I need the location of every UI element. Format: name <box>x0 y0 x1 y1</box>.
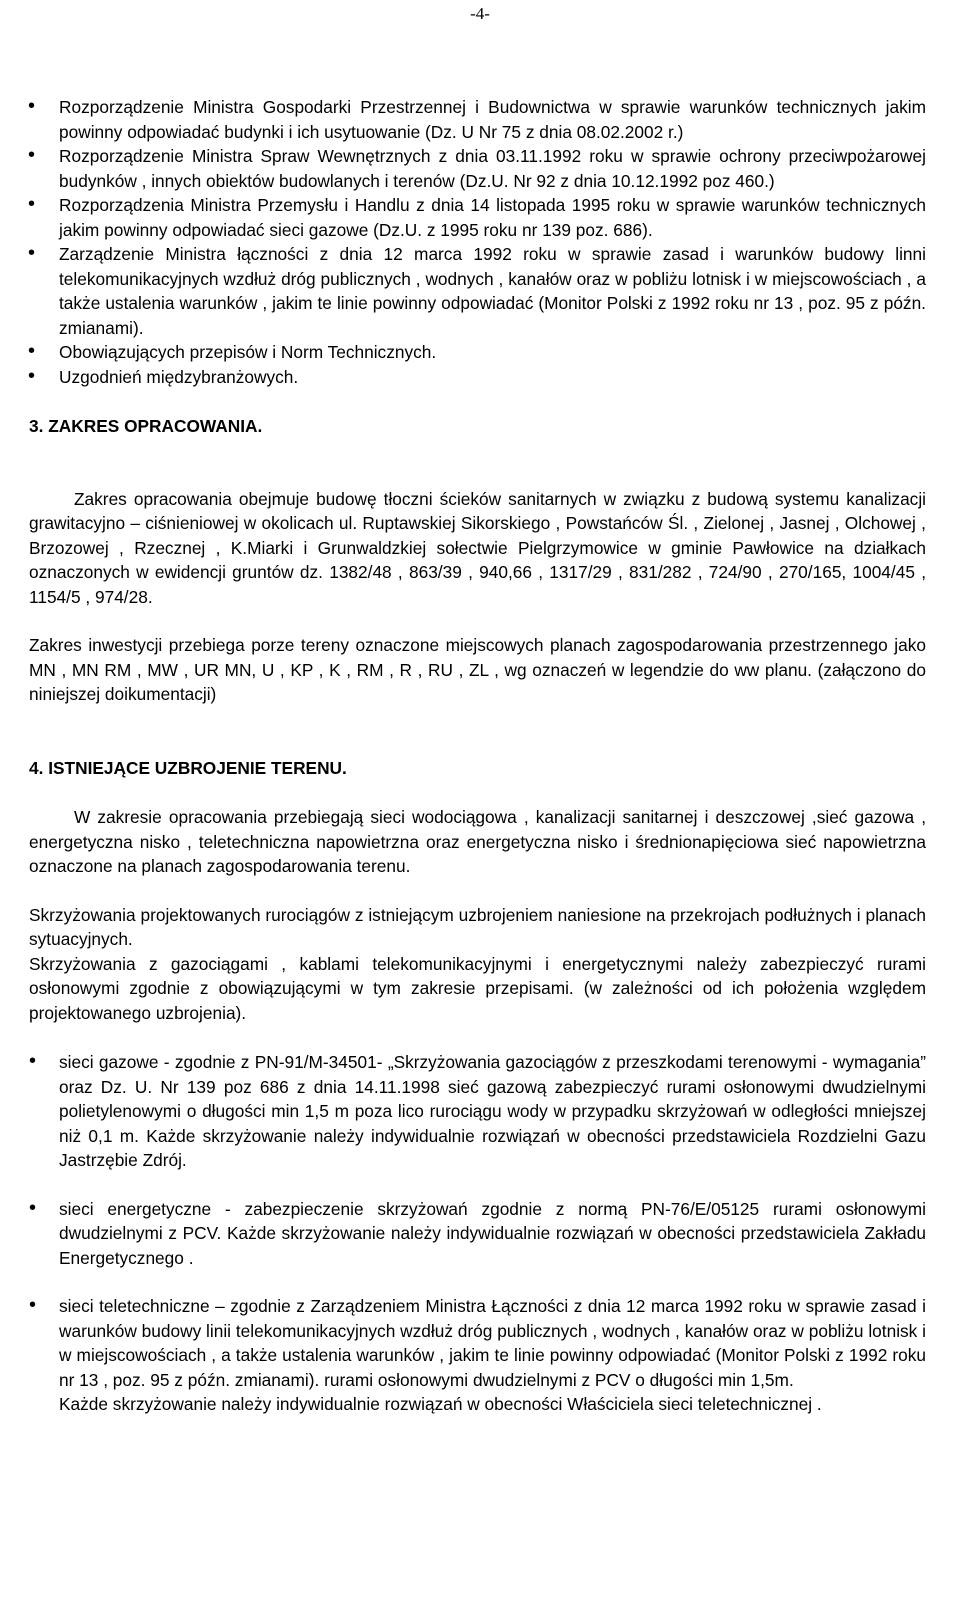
list-item <box>43 1197 926 1271</box>
section-heading: 4. ISTNIEJĄCE UZBROJENIE TERENU. <box>29 757 347 778</box>
crossings-list <box>43 1050 926 1417</box>
list-item: • Rozporządzenie Ministra Gospodarki Przestrzennej i Budownictwa w sprawie warunków technicznych jakim powinny odpowiadać budynki i ich usytuowanie (Dz. U Nr 75 z dnia 08.02.2002 r.) <box>29 95 926 144</box>
paragraph: Skrzyżowania projektowanych rurociągów z istniejącym uzbrojeniem naniesione na przekrojach podłużnych i planach sytuacyjnych. <box>29 904 926 949</box>
list-item-note: Każde skrzyżowanie należy indywidualnie rozwiązań w obecności Właściciela sieci teletechnicznej . <box>59 1394 822 1414</box>
list-item: • Zarządzenie Ministra łączności z dnia 12 marca 1992 roku w sprawie zasad i warunków budowy linni telekomunikacyjnych wzdłuż dróg publicznych , wodnych , kanałów oraz w pobliżu lotnisk i w miejscowościach , a także ustalenia warunków , jakim te linie powinny odpowiadać (Monitor Polski z 1992 roku nr 13 , poz. 95 z późn. zmianami). <box>29 242 926 340</box>
paragraph: Zakres opracowania obejmuje budowę tłoczni ścieków sanitarnych w związku z budową systemu kanalizacji grawitacyjno – ciśnieniowej w okolicach ul. Ruptawskiej Sikorskiego , Powstańców Śl. , Zielonej , Jasnej , Olchowej , Brzozowej , Rzecznej , K.Miarki i Grunwaldzkiej sołectwie Pielgrzymowice w gminie Pawłowice na działkach oznaczonych w ewidencji gruntów dz. 1382/48 , 863/39 , 940,66 , 1317/29 , 831/282 , 724/90 , 270/165, 1004/45 , 1154/5 , 974/28. <box>29 488 926 607</box>
list-item: • Obowiązujących przepisów i Norm Technicznych. <box>29 340 926 365</box>
paragraph: Skrzyżowania z gazociągami , kablami telekomunikacyjnymi i energetycznymi należy zabezpieczyć rurami osłonowymi zgodnie z obowiązującymi w tym zakresie przepisami. (w zależności od ich położenia względem projektowanego uzbrojenia). <box>29 953 926 1023</box>
list-item: • Rozporządzenia Ministra Przemysłu i Handlu z dnia 14 listopada 1995 roku w sprawie warunków technicznych jakim powinny odpowiadać sieci gazowe (Dz.U. z 1995 roku nr 139 poz. 686). <box>29 193 926 242</box>
paragraph: Zakres inwestycji przebiega porze tereny oznaczone miejscowych planach zagospodarowania przestrzennego jako MN , MN RM , MW , UR MN, U , KP , K , RM , R , RU , ZL , wg oznaczeń w legendzie do ww planu. (załączono do niniejszej doikumentacji) <box>29 635 926 704</box>
list-item <box>43 1050 926 1173</box>
list-item-text: sieci gazowe - zgodnie z PN-91/M-34501- „Skrzyżowania gazociągów z przeszkodami terenowymi - wymagania” oraz Dz. U. Nr 139 poz 686 z dnia 14.11.1998 sieć gazową zabezpieczyć rurami osłonowymi dwudzielnymi polietylenowymi o długości min 1,5 m poza lico rurociągu wody w przypadku skrzyżowań w odległości mniejszej niż 0,1 m. Każde skrzyżowanie należy indywidualnie rozwiązań w obecności przedstawiciela Rozdzielni Gazu Jastrzębie Zdrój. <box>59 1052 926 1170</box>
list-item: • Uzgodnień międzybranżowych. <box>29 365 926 390</box>
list-item <box>43 1294 926 1417</box>
document-body <box>29 95 926 1417</box>
references-list <box>29 95 926 389</box>
list-item-text: sieci teletechniczne – zgodnie z Zarządzeniem Ministra Łączności z dnia 12 marca 1992 roku w sprawie zasad i warunków budowy linii telekomunikacyjnych wzdłuż dróg publicznych , wodnych , kanałów oraz w pobliżu lotnisk i w miejscowościach , a także ustalenia warunków , jakim te linie powinny odpowiadać (Monitor Polski z 1992 roku nr 13 , poz. 95 z późn. zmianami). rurami osłonowymi dwudzielnymi z PCV o długości min 1,5m. <box>59 1296 926 1390</box>
section-heading: 3. ZAKRES OPRACOWANIA. <box>29 416 263 436</box>
list-item: • Rozporządzenie Ministra Spraw Wewnętrznych z dnia 03.11.1992 roku w sprawie ochrony przeciwpożarowej budynków , innych obiektów budowlanych i terenów (Dz.U. Nr 92 z dnia 10.12.1992 poz 460.) <box>29 144 926 193</box>
list-item-text: sieci energetyczne - zabezpieczenie skrzyżowań zgodnie z normą PN-76/E/05125 rurami osłonowymi dwudzielnymi z PCV. Każde skrzyżowanie należy indywidualnie rozwiązań w obecności przedstawiciela Zakładu Energetycznego . <box>59 1198 926 1268</box>
paragraph: W zakresie opracowania przebiegają sieci wodociągowa , kanalizacji sanitarnej i deszczowej ,sieć gazowa , energetyczna nisko , teletechniczna napowietrzna oraz energetyczna nisko i średnionapięciowa sieć napowietrzna oznaczone na planach zagospodarowania terenu. <box>29 807 926 876</box>
page-number: -4- <box>470 4 490 23</box>
